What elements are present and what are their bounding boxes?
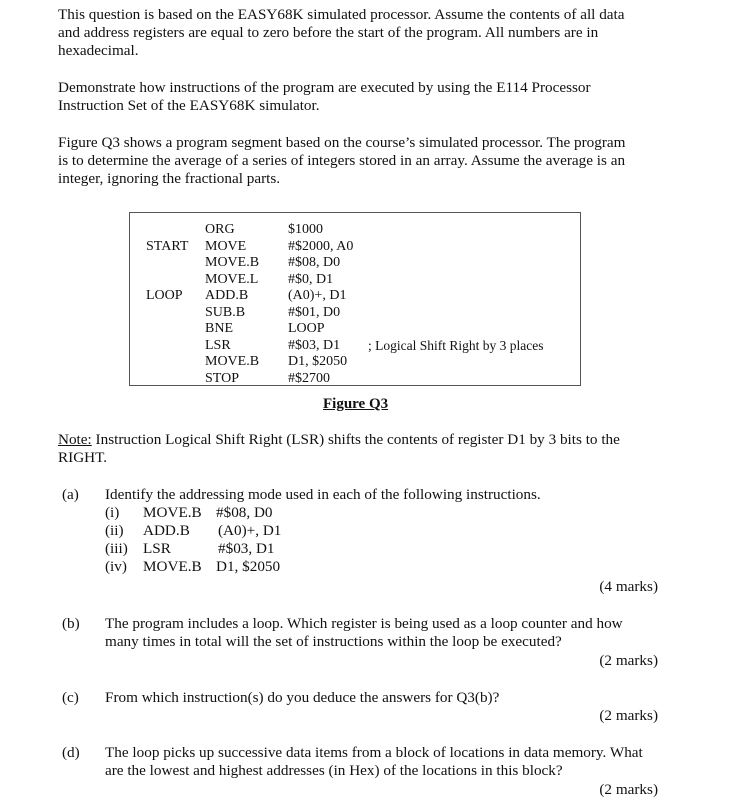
- question-d-text: [105, 744, 661, 780]
- item-operand: #$03, D1: [218, 540, 275, 557]
- program-opcode: MOVE.B: [205, 255, 260, 270]
- question-c-marks: (2 marks): [599, 707, 658, 724]
- intro-p1-line: and address registers are equal to zero before the start of the program. All numbers are in: [58, 24, 599, 41]
- question-a-marks: (4 marks): [599, 578, 658, 595]
- question-b-line: many times in total will the set of instructions within the loop be executed?: [105, 633, 562, 650]
- intro-paragraph-2: [58, 79, 662, 115]
- program-operand: D1, $2050: [288, 354, 348, 369]
- item-instruction: LSR: [143, 540, 171, 557]
- item-number: (ii): [105, 522, 124, 539]
- intro-paragraph-3: [58, 134, 662, 188]
- program-operand: #$0, D1: [288, 271, 334, 287]
- program-operand: (A0)+, D1: [288, 288, 347, 303]
- intro-p3-line: is to determine the average of a series of integers stored in an array. Assume the average is an: [58, 152, 626, 169]
- item-instruction: ADD.B: [143, 522, 190, 539]
- note-paragraph: [58, 431, 662, 467]
- program-opcode: MOVE.L: [205, 271, 259, 287]
- program-operand: #$03, D1: [288, 337, 341, 353]
- program-label: START: [146, 238, 189, 254]
- item-instruction: MOVE.B: [143, 558, 202, 575]
- program-opcode: MOVE: [205, 238, 247, 254]
- intro-p3-line: integer, ignoring the fractional parts.: [58, 170, 281, 187]
- question-c-text: From which instruction(s) do you deduce the answers for Q3(b)?: [105, 689, 500, 706]
- note-line: [58, 431, 662, 449]
- question-c-label: (c): [62, 689, 79, 706]
- intro-p1-line: This question is based on the EASY68K simulated processor. Assume the contents of all data: [58, 6, 625, 23]
- note-prefix: Note:: [58, 431, 92, 448]
- intro-p1-line: hexadecimal.: [58, 42, 139, 59]
- figure-caption: Figure Q3: [323, 396, 389, 412]
- intro-p2-line: Demonstrate how instructions of the program are executed by using the E114 Processor: [58, 79, 591, 96]
- program-operand: LOOP: [288, 321, 325, 336]
- program-opcode: LSR: [205, 337, 231, 353]
- item-operand: D1, $2050: [216, 558, 281, 575]
- question-b-text: [105, 615, 661, 651]
- program-operand: $1000: [288, 222, 323, 237]
- item-number: (iii): [105, 540, 128, 557]
- program-opcode: ORG: [205, 222, 235, 237]
- question-d-line: The loop picks up successive data items from a block of locations in data memory. What: [105, 744, 643, 761]
- item-number: (iv): [105, 558, 127, 575]
- note-text: Instruction Logical Shift Right (LSR) shifts the contents of register D1 by 3 bits to the: [91, 431, 620, 448]
- question-a-text: Identify the addressing mode used in each of the following instructions.: [105, 486, 541, 503]
- program-operand: #$08, D0: [288, 255, 341, 270]
- program-comment: ; Logical Shift Right by 3 places: [368, 337, 544, 353]
- program-opcode: BNE: [205, 321, 233, 336]
- program-operand: #$2000, A0: [288, 238, 354, 254]
- program-opcode: ADD.B: [205, 288, 249, 303]
- item-operand: #$08, D0: [216, 504, 273, 521]
- question-b-label: (b): [62, 615, 80, 632]
- item-number: (i): [105, 504, 120, 521]
- intro-paragraph-1: [58, 6, 662, 60]
- question-b-line: The program includes a loop. Which register is being used as a loop counter and how: [105, 615, 623, 632]
- question-d-line: are the lowest and highest addresses (in Hex) of the locations in this block?: [105, 762, 563, 779]
- program-opcode: MOVE.B: [205, 354, 260, 369]
- program-opcode: STOP: [205, 370, 239, 386]
- question-b-marks: (2 marks): [599, 652, 658, 669]
- question-d-label: (d): [62, 744, 80, 761]
- program-operand: #$2700: [288, 370, 330, 386]
- question-d-marks: (2 marks): [599, 781, 658, 798]
- question-a-label: (a): [62, 486, 79, 503]
- program-listing: [129, 212, 581, 386]
- program-operand: #$01, D0: [288, 304, 341, 320]
- intro-p2-line: Instruction Set of the EASY68K simulator.: [58, 97, 320, 114]
- note-line: RIGHT.: [58, 449, 108, 466]
- intro-p3-line: Figure Q3 shows a program segment based on the course’s simulated processor. The program: [58, 134, 626, 151]
- program-label: LOOP: [146, 288, 183, 303]
- item-operand: (A0)+, D1: [218, 522, 282, 539]
- item-instruction: MOVE.B: [143, 504, 202, 521]
- program-opcode: SUB.B: [205, 304, 246, 320]
